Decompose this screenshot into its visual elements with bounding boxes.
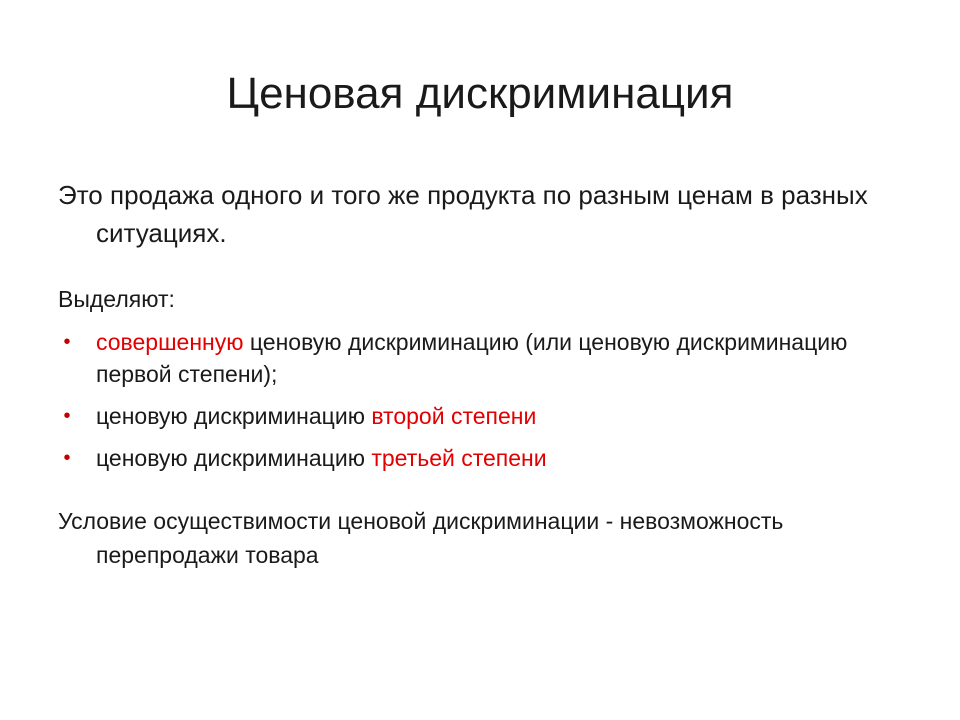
bullet-highlight: третьей степени bbox=[371, 445, 547, 471]
slide-body bbox=[58, 176, 898, 602]
bullet-highlight: совершенную bbox=[96, 329, 244, 355]
slide-title: Ценовая дискриминация bbox=[226, 69, 734, 118]
bullet-highlight: второй степени bbox=[371, 403, 537, 429]
definition-text: Это продажа одного и того же продукта по разным ценам в разных ситуациях. bbox=[58, 180, 868, 248]
list-item-second-degree bbox=[58, 400, 898, 432]
bullet-text-before: ценовую дискриминацию bbox=[96, 445, 372, 471]
list-item-third-degree bbox=[58, 442, 898, 474]
bullet-icon: • bbox=[63, 447, 71, 469]
bullet-text-before: ценовую дискриминацию bbox=[96, 403, 372, 429]
condition-text: Условие осуществимости ценовой дискриминации - невозможность перепродажи товара bbox=[58, 508, 784, 568]
types-heading: Выделяют: bbox=[58, 286, 175, 312]
bullet-icon: • bbox=[63, 405, 71, 427]
list-item-first-degree bbox=[58, 326, 898, 390]
bullet-text-after: ценовую дискриминацию (или ценовую дискриминацию первой степени); bbox=[96, 329, 848, 387]
types-list bbox=[58, 326, 898, 474]
bullet-icon: • bbox=[63, 331, 71, 353]
